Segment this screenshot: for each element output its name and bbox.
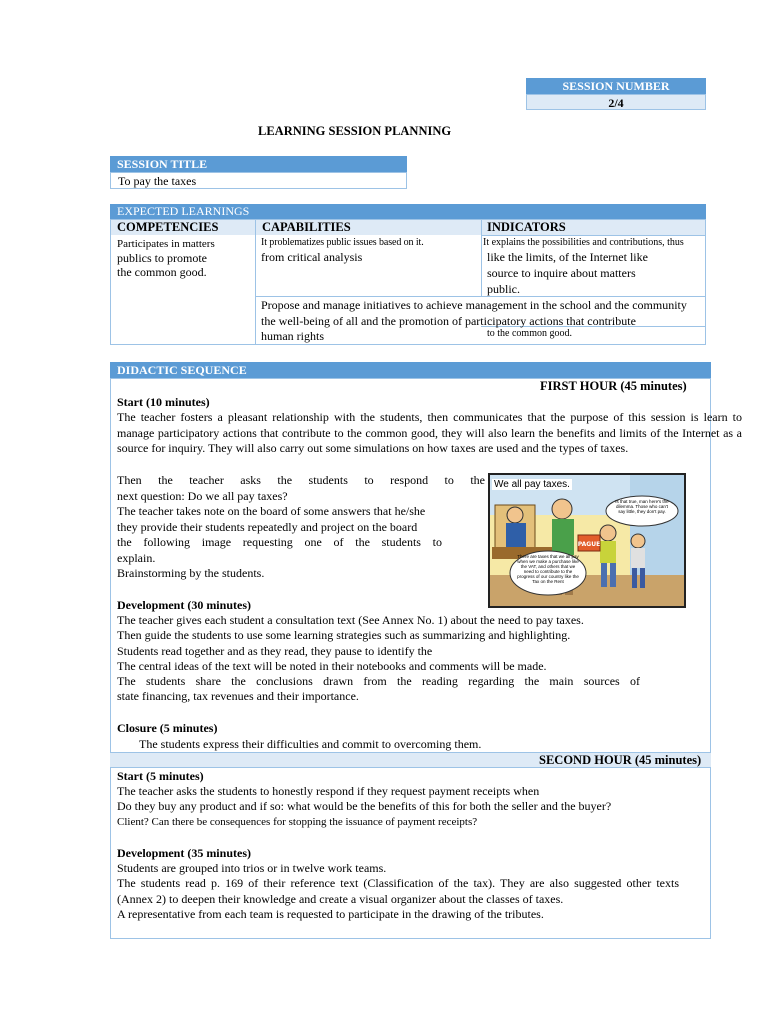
session-title-value: To pay the taxes [118, 174, 197, 188]
text-line: the following image requesting one of the students to [117, 535, 442, 549]
text-line: A representative from each team is requested to participate in the drawing of the tributes. [117, 906, 544, 921]
didactic-sequence-label: DIDACTIC SEQUENCE [117, 363, 247, 377]
capability-line: human rights [261, 329, 324, 343]
development-paragraph [117, 613, 677, 705]
text-line: The central ideas of the text will be noted in their notebooks and comments will be made. [117, 658, 547, 673]
text-line: Then guide the students to use some learning strategies such as summarizing and highlighting. [117, 628, 571, 643]
col-capabilities: CAPABILITIES [262, 220, 351, 234]
closure-item [117, 737, 481, 752]
didactic-sequence-header [110, 362, 711, 378]
comic-bubble-2: There are taxes that we all pay when we make a purchase like the VAT, and others that we need to contribute to the progress of our country like the Tax on the Rent [517, 554, 579, 584]
competency-line: the common good. [117, 265, 207, 279]
text-line: Students read together and as they read, they pause to identify the [117, 643, 433, 658]
comic-sign: PAGUE [577, 541, 601, 548]
text-line: next question: Do we all pay taxes? [117, 488, 288, 503]
indicator-line: source to inquire about matters [487, 266, 636, 280]
closure-text: The students express their difficulties and commit to overcoming them. [139, 737, 482, 751]
text-line: explain. [117, 550, 156, 565]
session-title-header [110, 156, 407, 172]
session-number-label: SESSION NUMBER [562, 79, 670, 93]
indicator-1 [483, 236, 763, 297]
indicator-line: like the limits, of the Internet like [487, 250, 648, 264]
comic-bubble-1: Is that true, man here's the dilemma. Those who can't say little, they don't pay. [615, 499, 669, 514]
session-number-value-cell [526, 94, 706, 110]
start-heading: Start (10 minutes) [117, 395, 210, 409]
text-line: Students are grouped into trios or in twelve work teams. [117, 861, 387, 875]
text-line: The teacher gives each student a consultation text (See Annex No. 1) about the need to pay taxes. [117, 613, 584, 627]
text-line: The teacher takes note on the board of some answers that he/she [117, 504, 426, 518]
text-line: The students read p. 169 of their reference text (Classification of the tax). They are also suggested other texts (Annex 2) to deepen their knowledge and create a visual organizer about the classes of taxes. [117, 876, 679, 906]
text-line: The students share the conclusions drawn from the reading regarding the main sources of [117, 674, 640, 689]
second-hour-heading: SECOND HOUR (45 minutes) [539, 753, 702, 767]
session-number-header [526, 78, 706, 94]
closure-heading: Closure (5 minutes) [117, 721, 218, 735]
text-line: they provide their students repeatedly and project on the board [117, 519, 418, 534]
expected-learnings-header [110, 204, 706, 219]
text-line: Then the teacher asks the students to respond to the [117, 473, 485, 487]
text-line: Client? Can there be consequences for stopping the issuance of payment receipts? [117, 815, 478, 828]
development2-heading: Development (35 minutes) [117, 846, 251, 860]
first-hour-heading: FIRST HOUR (45 minutes) [540, 379, 687, 393]
development-heading: Development (30 minutes) [117, 598, 251, 612]
text-line: Brainstorming by the students. [117, 566, 265, 580]
competency-line: publics to promote [117, 251, 207, 265]
capability-line: It problematizes public issues based on it. [261, 237, 424, 248]
indicator-line: public. [487, 282, 520, 296]
session-title-value-cell [110, 172, 407, 189]
indicator-2: to the common good. [487, 328, 572, 339]
capability-1 [261, 236, 479, 265]
page-title: LEARNING SESSION PLANNING [258, 124, 452, 138]
table-divider [481, 219, 482, 296]
comic-title: We all pay taxes. [494, 479, 570, 490]
table-divider [255, 219, 256, 345]
capability-line: the well-being of all and the promotion of participatory actions that contribute [261, 314, 636, 328]
text-line: The teacher asks the students to honestly respond if they request payment receipts when [117, 784, 540, 798]
indicator-line: It explains the possibilities and contributions, thus [483, 237, 684, 248]
col-indicators: INDICATORS [487, 220, 566, 234]
competency-line: Participates in matters [117, 238, 215, 250]
col-competencies: COMPETENCIES [117, 220, 219, 234]
start2-heading: Start (5 minutes) [117, 769, 204, 783]
start-paragraph-2 [117, 473, 485, 582]
session-title-label: SESSION TITLE [117, 157, 208, 171]
capability-line: Propose and manage initiatives to achieve management in the school and the community [261, 298, 687, 312]
text-line: Do they buy any product and if so: what would be the benefits of this for both the seller and the buyer? [117, 799, 612, 814]
session-number-value: 2/4 [608, 96, 624, 110]
expected-learnings-label: EXPECTED LEARNINGS [117, 204, 250, 218]
comic-drawing [490, 475, 684, 606]
start-paragraph-1: The teacher fosters a pleasant relationship with the students, then communicates that the purpose of this session is learn to manage participatory actions that contribute to the common good, they will also learn the benefits and limits of the Internet as a source for inquiry. They will also carry out some simulations on how taxes are used and the types of taxes. [117, 410, 742, 455]
development2-paragraph [117, 861, 709, 922]
comic-illustration [488, 473, 686, 608]
capability-line: from critical analysis [261, 250, 363, 264]
competency-text [117, 237, 253, 279]
start2-paragraph [117, 784, 717, 830]
text-line: state financing, tax revenues and their importance. [117, 689, 359, 704]
